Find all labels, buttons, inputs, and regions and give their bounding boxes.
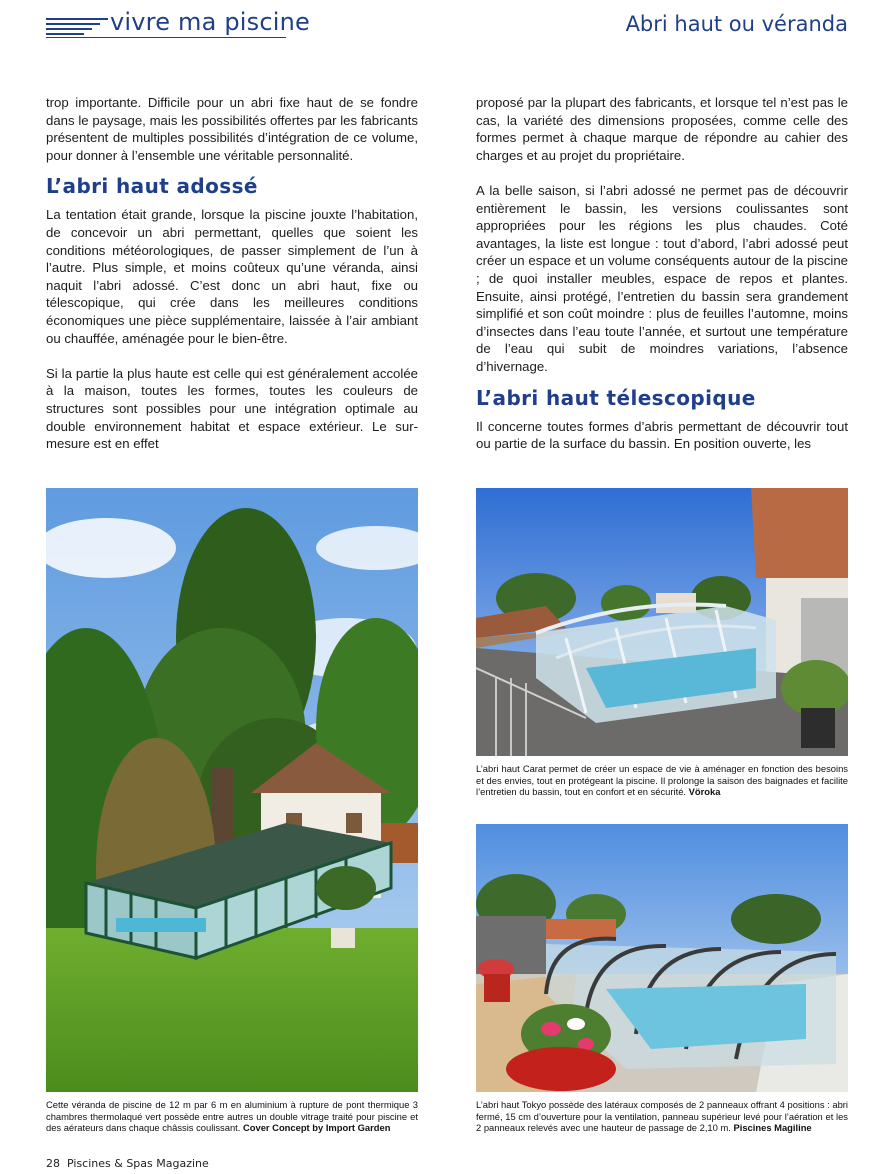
left-paragraph-2: La tentation était grande, lorsque la piscine jouxte l’habitation, de concevoir un abri permettant, quelles que soient les conditions météorologiques, de passer simplement de l’un à l’autre. Plus simple, et moins coûteux qu’une véranda, ainsi naquit l’abri adossé. C’est donc un abri haut, fixe ou télescopique, qui crée dans les meilleures conditions économiques une pièce supplémentaire, laissée à l’air ambiant ou chauffée, aménagée pour le bien-être. [46,207,418,346]
header-rule [46,37,286,38]
heading-abri-telescopique: L’abri haut télescopique [476,385,756,410]
caption-tokyo-text: L’abri haut Tokyo possède des latéraux composés de 2 panneaux offrant 4 positions : abri fermé, 15 cm d’ouverture pour la ventilation, panneau supérieur levé pour l’aération et les 2 panneaux relevés avec une hauteur de passage de 2,10 m. [476,1099,848,1134]
caption-carat-text: L’abri haut Carat permet de créer un espace de vie à aménager en fonction des besoins et des envies, tout en protégeant la piscine. Il prolonge la saison des baignades et facilite l’entretien du bassin, tout en confort et en sécurité. [476,763,848,798]
right-column [476,94,848,453]
left-paragraph-3: Si la partie la plus haute est celle qui est généralement accolée à la maison, toutes les formes, toutes les couleurs de structures sont possibles pour une intégration optimale au double environnement habitat et espace extérieur. Le sur-mesure est en effet [46,365,418,452]
right-paragraph-3: Il concerne toutes formes d’abris permettant de découvrir tout ou partie de la surface du bassin. En position ouverte, les [476,418,848,452]
photo-veranda-garden [46,488,418,1092]
page-folio [46,1157,209,1170]
section-name: vivre ma piscine [110,8,310,36]
photo-abri-carat [476,488,848,756]
caption-carat-credit: Vöroka [688,786,721,798]
left-column [46,94,418,453]
photo-abri-tokyo [476,824,848,1092]
magazine-name: Piscines & Spas Magazine [67,1157,209,1170]
right-paragraph-2: A la belle saison, si l’abri adossé ne permet pas de découvrir entièrement le bassin, les versions coulissantes sont appropriées pour les régions les plus chaudes. Coté avantages, la liste est longue : tout d’abord, l’abri adossé peut créer un espace et un volume conséquents autour de la piscine ; de quoi installer meubles, espace de repos et plantes. Ensuite, ainsi protégé, l’entretien du bassin sera grandement simplifié et son coût moindre : plus de feuilles l’automne, moins d’insectes dans l’eau toute l’année, et surtout une température de l’eau qui subit de moindres variations, l’absence d’hivernage. [476,182,848,374]
caption-tokyo [476,1099,848,1134]
caption-tokyo-credit: Piscines Magiline [733,1122,812,1134]
caption-veranda-credit: Cover Concept by Import Garden [243,1122,391,1134]
logo-lines-icon [46,18,108,38]
right-paragraph-1: proposé par la plupart des fabricants, et lorsque tel n’est pas le cas, la variété des dimensions proposées, comme celle des formes permet à chaque marque de répondre au cahier des charges et au projet du propriétaire. [476,95,848,163]
caption-veranda [46,1099,418,1134]
left-paragraph-1: trop importante. Difficile pour un abri fixe haut de se fondre dans le paysage, mais les possibilités offertes par les fabricants présentent de multiples possibilités d’intégration de ce volume, pour donner à l’ensemble une véritable personnalité. [46,95,418,163]
page-number: 28 [46,1157,60,1170]
caption-carat [476,763,848,798]
article-title: Abri haut ou véranda [625,12,848,36]
caption-veranda-text: Cette véranda de piscine de 12 m par 6 m en aluminium à rupture de pont thermique 3 chambres thermolaqué vert possède entre autres un double vitrage traité pour piscine et des aérateurs dans chaque châssis coulissant. [46,1099,418,1134]
heading-abri-adosse: L’abri haut adossé [46,174,258,199]
